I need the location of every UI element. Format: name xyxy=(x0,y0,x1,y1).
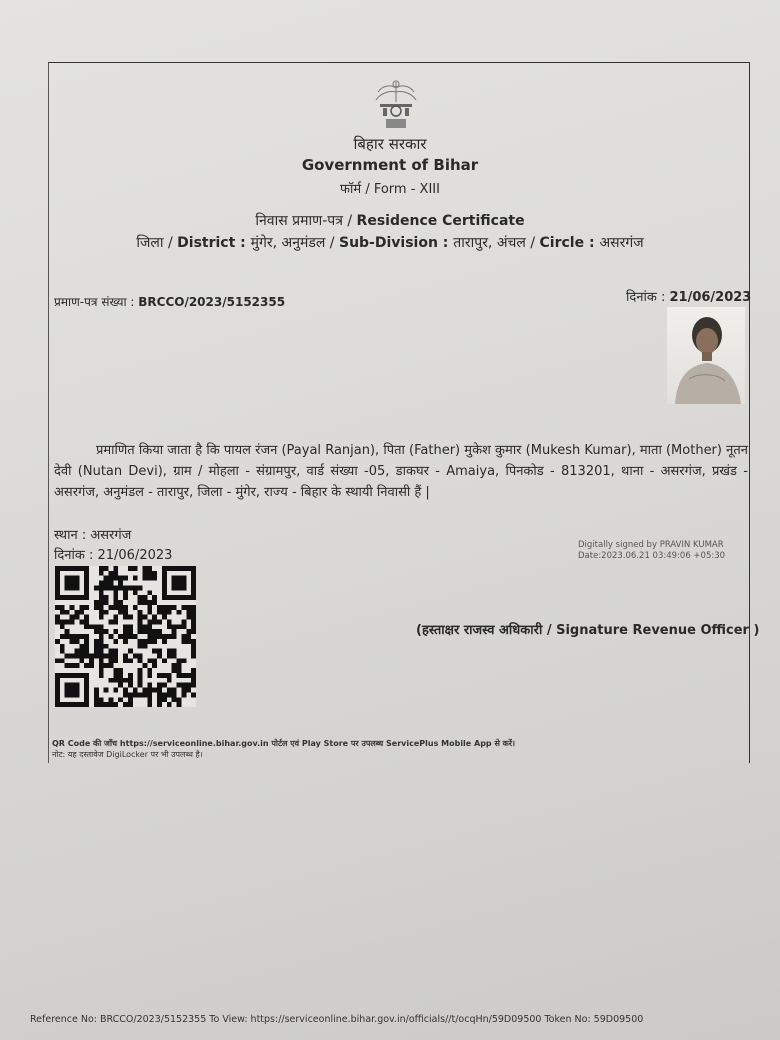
certificate-number xyxy=(54,293,285,310)
certificate-body-text: प्रमाणित किया जाता है कि पायल रंजन (Payal Ranjan), पिता (Father) मुकेश कुमार (Mukesh Kumar), माता (Mother) नूतन देवी (Nutan Devi), ग्राम / मोहला - संग्रामपुर, वार्ड संख्या -05, डाकघर - Amaiya, पिनकोड - 813201, थाना - असरगंज, प्रखंड - असरगंज, अनुमंडल - तारापुर, जिला - मुंगेर, राज्य - बिहार के स्थायी निवासी हैं | xyxy=(54,443,748,500)
issue-date xyxy=(626,287,751,305)
issue-date-value: 21/06/2023 xyxy=(669,290,752,305)
place: स्थान : असरगंज xyxy=(54,528,132,543)
digital-signature xyxy=(578,540,725,562)
district-label: District : xyxy=(177,235,251,251)
govt-hindi-title: बिहार सरकार xyxy=(353,135,427,153)
certificate-body xyxy=(54,440,748,503)
issue-date-label: दिनांक : xyxy=(626,290,670,305)
certificate-title xyxy=(0,211,780,230)
certificate-number-label: प्रमाण-पत्र संख्या : xyxy=(54,295,139,309)
subdivision-value: तारापुर, अंचल / xyxy=(453,235,540,251)
digital-signature-signer: Digitally signed by PRAVIN KUMAR xyxy=(578,540,724,550)
subdivision-label: Sub-Division : xyxy=(338,235,454,251)
digital-signature-date: Date:2023.06.21 03:49:06 +05:30 xyxy=(578,551,726,561)
district-label-hindi: जिला / xyxy=(136,235,178,251)
person-photo-icon xyxy=(667,307,745,404)
qr-code-icon xyxy=(55,566,196,707)
certificate-title-english: Residence Certificate xyxy=(356,213,525,229)
digilocker-note-line: नोट: यह दस्तावेज DigiLocker पर भी उपलब्ध है। xyxy=(52,750,203,759)
circle-label: Circle : xyxy=(539,235,600,251)
govt-english-title: Government of Bihar xyxy=(301,156,479,174)
footer-date: दिनांक : 21/06/2023 xyxy=(54,548,173,563)
signature-revenue-officer: (हस्ताक्षर राजस्व अधिकारी / Signature Revenue Officer ) xyxy=(416,623,760,638)
qr-verification-note xyxy=(52,738,515,760)
form-number: फॉर्म / Form - XIII xyxy=(340,182,440,197)
certificate-title-hindi: निवास प्रमाण-पत्र / xyxy=(255,213,357,229)
certificate-number-value: BRCCO/2023/5152355 xyxy=(138,295,286,309)
circle-value: असरगंज xyxy=(599,235,644,251)
reference-line: Reference No: BRCCO/2023/5152355 To View: https://serviceonline.bihar.gov.in/officials//t/ocqHn/59D09500 Token No: 59D09500 xyxy=(30,1014,644,1025)
applicant-photo xyxy=(667,307,745,404)
district-value: मुंगेर, अनुमंडल / xyxy=(250,235,339,251)
qr-note-line: QR Code की जाँच https://serviceonline.bihar.gov.in पोर्टल एवं Play Store पर उपलब्ध ServicePlus Mobile App से करें। xyxy=(52,739,516,748)
bihar-emblem-icon xyxy=(368,78,424,130)
jurisdiction-line xyxy=(0,233,780,252)
